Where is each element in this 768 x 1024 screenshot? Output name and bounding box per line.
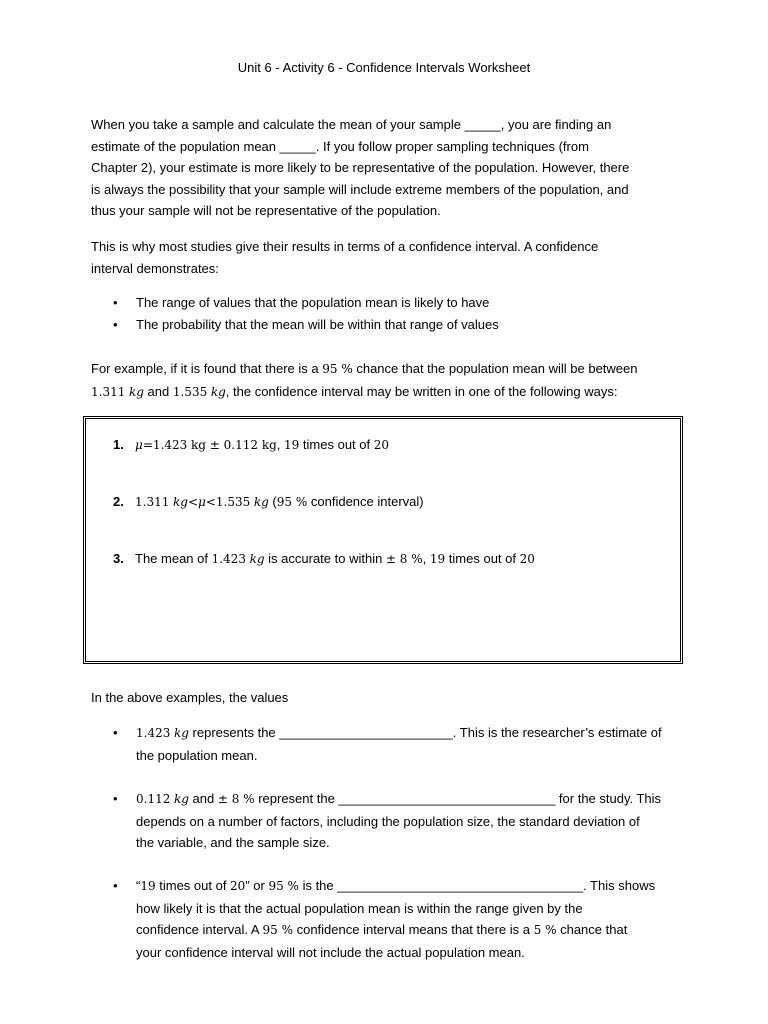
text: chance that the population mean will be between (352, 361, 638, 376)
item-number: 3. (113, 551, 124, 566)
text: ” or (245, 878, 269, 893)
text: times out of (299, 437, 374, 452)
intro-line: Chapter 2), your estimate is more likely to be representative of the population. However, there (91, 160, 630, 175)
text: ( (268, 494, 277, 509)
ci-intro-line: interval demonstrates: (91, 260, 219, 276)
ci-bullet-list (91, 292, 691, 335)
bullet-icon: • (113, 316, 118, 332)
value: 1.423 (136, 726, 171, 740)
number: 19 (284, 438, 300, 452)
example-item-3 (113, 551, 535, 566)
list-item (91, 722, 691, 766)
bullet-text: The range of values that the population mean is likely to have (136, 295, 490, 310)
example-item-1 (113, 437, 389, 452)
text: confidence interval means that there is a (292, 922, 534, 937)
mu-symbol: μ (198, 495, 206, 509)
percent-value: 95 % (268, 879, 299, 893)
example-line-2 (91, 381, 691, 404)
low-value: 1.311 (135, 495, 170, 509)
unit: kg (173, 726, 189, 740)
number: 20 (519, 552, 535, 566)
intro-line: When you take a sample and calculate the mean of your sample _____, you are finding an (91, 117, 612, 132)
text: is the __________________________________. This shows (298, 878, 656, 893)
question-list-3 (91, 875, 691, 963)
list-item (91, 875, 691, 963)
text: The mean of (135, 551, 212, 566)
text: is accurate to within (264, 551, 386, 566)
number: 19 (429, 552, 446, 566)
item-number: 1. (113, 437, 124, 452)
high-value: 1.535 (172, 384, 208, 399)
bullet-icon: • (113, 295, 118, 310)
text: “ (136, 878, 141, 893)
text: , (422, 551, 430, 566)
number: 20 (230, 879, 246, 893)
bullet-icon: • (113, 878, 118, 893)
text: depends on a number of factors, including the population size, the standard deviation of (136, 813, 640, 829)
intro-line: thus your sample will not be representative of the population. (91, 203, 441, 218)
question-list-2 (91, 788, 691, 854)
low-value: 1.311 (91, 384, 126, 399)
list-item (91, 314, 691, 336)
plus-minus-value: ± 8 % (217, 792, 255, 806)
mu-symbol: μ (135, 438, 143, 452)
example-item-2 (113, 494, 424, 509)
number: 19 (140, 879, 156, 893)
plus-minus-value: ± 8 % (385, 552, 423, 566)
unit: kg (249, 552, 265, 566)
unit: kg (128, 384, 144, 399)
text: , the confidence interval may be written in one of the following ways: (225, 383, 618, 399)
intro-line: estimate of the population mean _____. If you follow proper sampling techniques (from (91, 138, 589, 154)
text: chance that (556, 922, 628, 937)
examples-box (83, 416, 683, 664)
bullet-icon: • (113, 791, 118, 806)
unit: kg (172, 495, 188, 509)
text: represent the ______________________________ for the study. This (254, 791, 662, 806)
text: how likely it is that the actual population mean is within the range given by the (136, 900, 583, 916)
percent-value: 95 % (276, 495, 308, 509)
number: 20 (373, 438, 390, 452)
intro-paragraph (91, 114, 691, 222)
text: the population mean. (136, 747, 258, 763)
above-examples-label: In the above examples, the values (91, 690, 289, 705)
less-than: < (187, 495, 198, 509)
text: and (143, 383, 173, 399)
text: represents the ________________________. This is the researcher’s estimate of (188, 725, 662, 740)
text: times out of (155, 878, 231, 893)
text: , (276, 437, 285, 452)
less-than: < (205, 495, 216, 509)
unit: kg (173, 792, 189, 806)
percent-value: 95 % (322, 362, 353, 376)
text: For example, if it is found that there is a (91, 361, 323, 376)
list-item (91, 292, 691, 314)
high-value: 1.535 (215, 495, 251, 509)
ci-intro-line: This is why most studies give their results in terms of a confidence interval. A confidence (91, 239, 599, 254)
text: confidence interval) (307, 494, 424, 509)
question-list-1 (91, 722, 691, 766)
text: times out of (445, 551, 520, 566)
worksheet-title: Unit 6 - Activity 6 - Confidence Intervals Worksheet (237, 60, 531, 75)
bullet-text: The probability that the mean will be within that range of values (136, 316, 499, 332)
unit: kg (253, 495, 269, 509)
value: 0.112 (136, 792, 171, 806)
text: your confidence interval will not include the actual population mean. (136, 944, 525, 960)
example-paragraph (91, 358, 691, 403)
item-number: 2. (113, 494, 124, 509)
bullet-icon: • (113, 725, 118, 740)
intro-line: is always the possibility that your sample will include extreme members of the population, and (91, 181, 629, 197)
list-item (91, 788, 691, 854)
ci-intro-paragraph (91, 236, 691, 279)
example-line-1 (91, 358, 691, 381)
text: the variable, and the sample size. (136, 835, 330, 850)
percent-value: 95 % (262, 923, 293, 937)
equation: =1.423 kg ± 0.112 kg (142, 438, 277, 452)
unit: kg (210, 384, 226, 399)
value: 1.423 (211, 552, 246, 566)
percent-value: 5 % (533, 923, 557, 937)
text: and (188, 791, 218, 806)
text: confidence interval. A (136, 922, 263, 937)
